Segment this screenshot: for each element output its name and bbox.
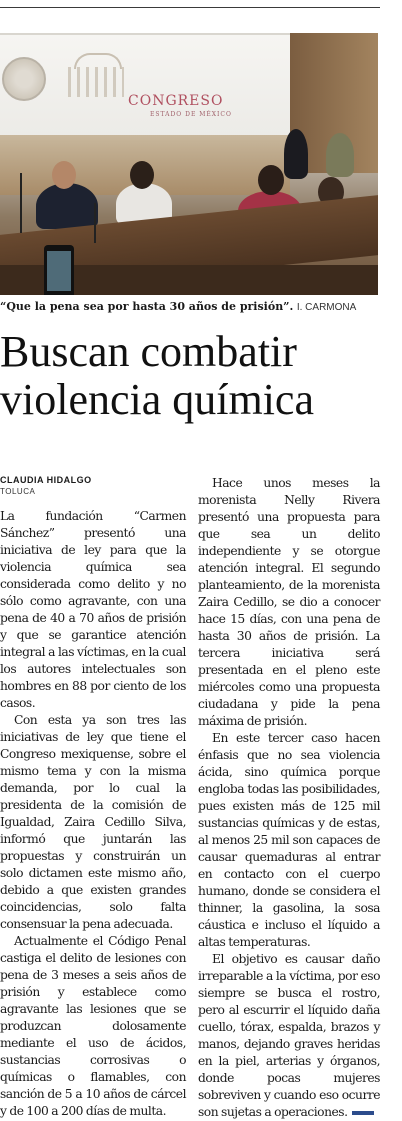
article-paragraph-text: El objetivo es causar daño irreparable a la víctima, por eso siempre se busca el rostro, pero al escurrir el líquido daña cuello, tórax, espalda, brazos y manos, dejando graves heridas en la piel, arterias y órganos, donde pocas mujeres sobreviven y cuando eso ocurre son sujetas a operaciones.: [198, 952, 380, 1119]
photo-person: [36, 183, 98, 229]
byline-author: CLAUDIA HIDALGO: [0, 475, 92, 485]
photo-person: [326, 133, 354, 177]
congress-banner: [0, 35, 290, 135]
article-column-1: [0, 508, 186, 1120]
article-paragraph: Hace unos meses la morenista Nelly Rivera presentó una propuesta para que sea un delito independiente y se otorgue atención integral. El segundo planteamiento, de la morenista Zaira Cedillo, se dio a conocer hace 15 días, con una pena de hasta 30 años de prisión. La tercera iniciativa será presentada en el pleno este miércoles como una propuesta ciudadana y pide la pena máxima de prisión.: [198, 476, 380, 728]
article-paragraph-last: [198, 951, 380, 1121]
photo-credit: I. CARMONA: [296, 302, 357, 313]
photo-person-head: [130, 161, 154, 189]
headline-line-2: violencia química: [0, 375, 314, 424]
microphone-icon: [94, 203, 96, 243]
congress-logo-text: CONGRESO: [128, 93, 224, 109]
photo-caption: [0, 300, 380, 313]
headline: [0, 328, 380, 424]
congress-building-icon: [68, 53, 124, 99]
article-paragraph: En este tercer caso hacen énfasis que no sea violencia ácida, sino química porque engloba todas las posibilidades, pues existen más de 125 mil sustancias químicas y de estas, al menos 25 mil son capaces de causar quemaduras al entrar en contacto con el cuerpo humano, donde se considera el thinner, la gasolina, la sosa cáustica e incluso el líquido a altas temperaturas.: [198, 731, 380, 949]
article-paragraph: Con esta ya son tres las iniciativas de ley que tiene el Congreso mexiquense, sobre el mismo tema y con la misma demanda, por lo cual la presidenta de la comisión de Igualdad, Zaira Cedillo Silva, informó que juntarán las propuestas y construirán un solo dictamen este mismo año, debido a que existen grandes coincidencias, solo falta consensuar la pena adecuada.: [0, 713, 186, 931]
article-paragraph: Actualmente el Código Penal castiga el delito de lesiones con pena de 3 meses a seis años de prisión y establece como agravante las lesiones que se produzcan dolosamente mediante el uso de ácidos, sustancias corrosivas o químicas o flamables, con sanción de 5 a 10 años de cárcel y de 100 a 200 días de multa.: [0, 934, 186, 1118]
top-rule: [0, 7, 380, 8]
headline-line-1: Buscan combatir: [0, 327, 297, 376]
article-column-2: [198, 475, 380, 1121]
photo-person: [284, 129, 308, 179]
end-mark-icon: [352, 1111, 374, 1115]
caption-quote: “Que la pena sea por hasta 30 años de prisión”.: [0, 300, 294, 313]
news-photo: [0, 33, 378, 295]
photo-person-head: [52, 161, 76, 189]
phone-icon: [44, 245, 74, 295]
byline-location: TOLUCA: [0, 487, 36, 496]
congress-logo-subtext: ESTADO DE MÉXICO: [150, 111, 232, 118]
photo-person-head: [258, 165, 284, 195]
microphone-icon: [20, 173, 22, 233]
article-paragraph: La fundación “Carmen Sánchez” presentó una iniciativa de ley para que la violencia química sea considerada como delito y no sólo como agravante, con una pena de 40 a 70 años de prisión y que se garantice atención integral a las víctimas, en la cual los autores intelectuales son hombres en 88 por ciento de los casos.: [0, 509, 186, 710]
state-seal-icon: [2, 57, 46, 101]
